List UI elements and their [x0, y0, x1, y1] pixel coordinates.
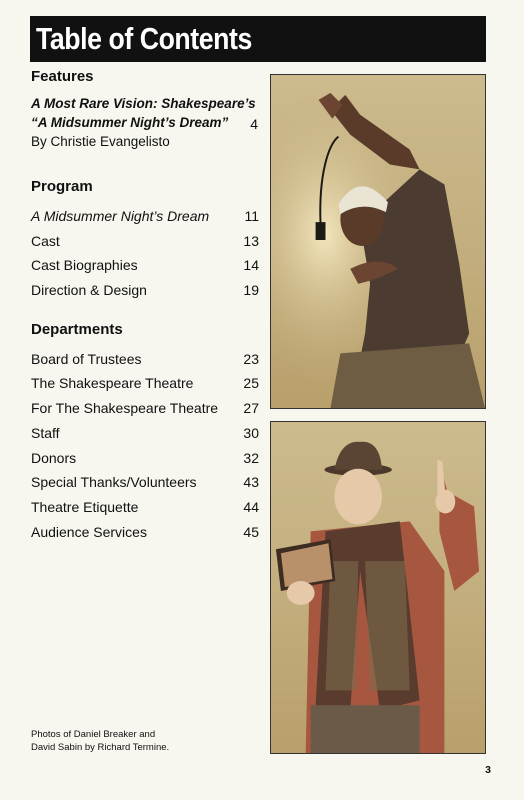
- toc-entry-cast[interactable]: [31, 229, 259, 254]
- toc-entry-label: Theatre Etiquette: [31, 498, 139, 515]
- toc-entry-label: Cast Biographies: [31, 257, 138, 274]
- toc-entry-page: 45: [243, 523, 259, 540]
- feature-page-number: 4: [250, 116, 258, 132]
- toc-entry-cast-biographies[interactable]: [31, 253, 259, 278]
- actor-photo-lamp: [270, 74, 486, 409]
- toc-entry-page: 30: [243, 424, 259, 441]
- feature-byline: By Christie Evangelisto: [31, 134, 170, 149]
- table-of-contents: [31, 68, 259, 544]
- toc-entry-audience-services[interactable]: [31, 520, 259, 545]
- caption-line: David Sabin by Richard Termine.: [31, 742, 170, 753]
- toc-entry-label: Staff: [31, 424, 60, 441]
- caption-line: Photos of Daniel Breaker and: [31, 729, 156, 740]
- page-title: Table of Contents: [36, 21, 252, 56]
- toc-entry-for-shakespeare-theatre[interactable]: [31, 396, 259, 421]
- feature-title-line1: A Most Rare Vision: Shakespeare’s: [31, 96, 256, 111]
- toc-entry-page: 27: [243, 400, 259, 417]
- program-heading: Program: [31, 178, 93, 195]
- feature-entry[interactable]: [31, 94, 259, 152]
- toc-entry-label: For The Shakespeare Theatre: [31, 400, 219, 417]
- toc-entry-donors[interactable]: [31, 446, 259, 471]
- actor-photo-book: [270, 421, 486, 754]
- toc-entry-page: 44: [243, 498, 259, 515]
- toc-entry-label: Audience Services: [31, 523, 147, 540]
- toc-entry-label: Direction & Design: [31, 282, 147, 299]
- toc-entry-label: A Midsummer Night’s Dream: [31, 208, 210, 224]
- toc-entry-label: Donors: [31, 449, 77, 466]
- toc-entry-shakespeare-theatre[interactable]: [31, 371, 259, 396]
- toc-entry-page: 43: [243, 474, 259, 491]
- toc-entry-theatre-etiquette[interactable]: [31, 495, 259, 520]
- toc-entry-page: 32: [243, 449, 259, 466]
- photo-caption: [31, 728, 231, 754]
- toc-entry-page: 11: [244, 208, 259, 224]
- toc-entry-page: 13: [243, 232, 259, 249]
- actor-illustration: [271, 75, 485, 408]
- toc-entry-board-of-trustees[interactable]: [31, 347, 259, 372]
- toc-entry-staff[interactable]: [31, 421, 259, 446]
- toc-entry-page: 14: [243, 257, 259, 274]
- toc-entry-page: 23: [243, 350, 259, 367]
- departments-heading: Departments: [31, 320, 123, 338]
- toc-entry-special-thanks[interactable]: [31, 470, 259, 495]
- toc-entry-label: The Shakespeare Theatre: [31, 375, 194, 392]
- toc-entry-label: Cast: [31, 232, 60, 249]
- toc-entry-midsummer[interactable]: [31, 204, 259, 229]
- actor-illustration: [271, 422, 485, 753]
- features-heading: Features: [31, 68, 94, 85]
- toc-entry-label: Special Thanks/Volunteers: [31, 474, 197, 491]
- toc-entry-page: 25: [243, 375, 259, 392]
- toc-entry-direction-design[interactable]: [31, 278, 259, 303]
- feature-title-line2: “A Midsummer Night’s Dream”: [31, 115, 229, 130]
- toc-entry-page: 19: [243, 282, 259, 299]
- toc-entry-label: Board of Trustees: [31, 350, 142, 367]
- page-number: 3: [485, 764, 491, 776]
- title-bar: [30, 16, 486, 62]
